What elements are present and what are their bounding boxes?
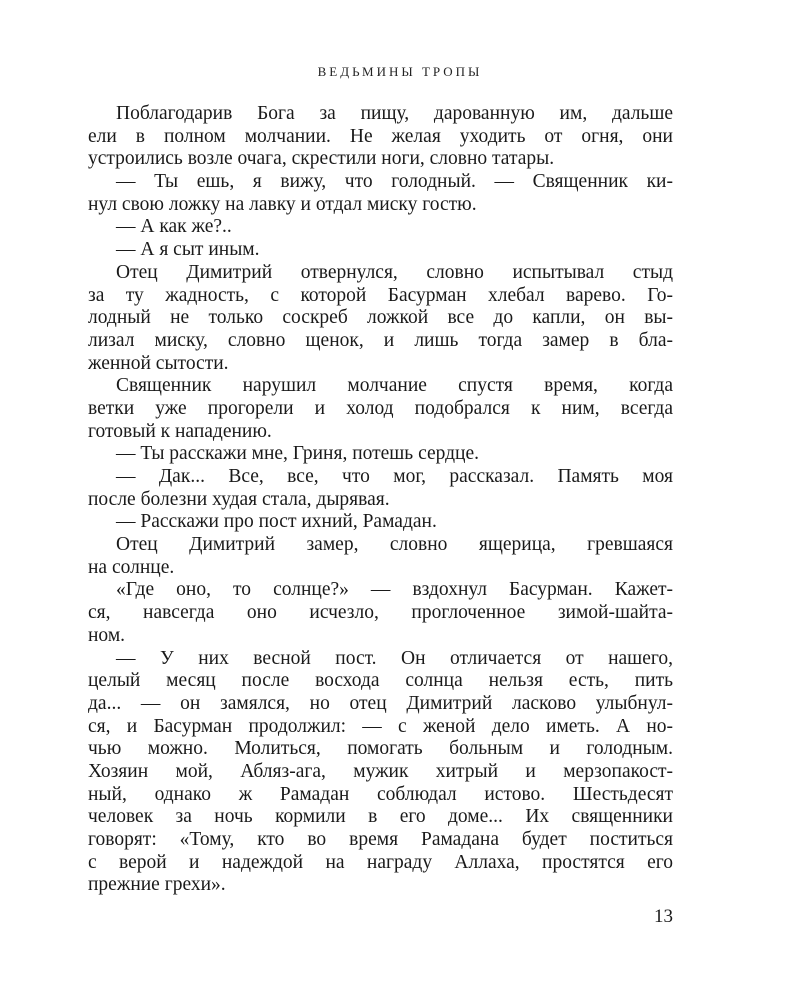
body-text — [88, 103, 673, 897]
text-line: на солнце. — [88, 556, 175, 578]
text-line: ся, навсегда оно исчезло, проглоченное зимой-шайта- — [88, 602, 673, 624]
text-line: — А как же?.. — [116, 216, 232, 238]
text-line: «Где оно, то солнце?» — вздохнул Басурман. Кажет- — [116, 579, 673, 601]
text-line: женной сытости. — [88, 352, 229, 374]
text-line: — А я сыт иным. — [116, 239, 260, 261]
text-line: с верой и надеждой на награду Аллаха, простятся его — [88, 851, 673, 873]
text-line: ный, однако ж Рамадан соблюдал истово. Шестьдесят — [88, 783, 673, 805]
text-line: ветки уже прогорели и холод подобрался к ним, всегда — [88, 397, 673, 419]
text-line: — Ты ешь, я вижу, что голодный. — Священник ки- — [116, 171, 673, 193]
text-line: лодный не только соскреб ложкой все до капли, он вы- — [88, 307, 673, 329]
text-line: после болезни худая стала, дырявая. — [88, 488, 390, 510]
text-line: — Дак... Все, все, что мог, рассказал. Память моя — [116, 466, 673, 487]
text-line: за ту жадность, с которой Басурман хлебал варево. Го- — [88, 284, 673, 306]
text-line: Священник нарушил молчание спустя время, когда — [116, 375, 673, 397]
running-head-title: ВЕДЬМИНЫ ТРОПЫ — [317, 64, 483, 79]
text-line: устроились возле очага, скрестили ноги, словно татары. — [88, 148, 555, 170]
text-line: ся, и Басурман продолжил: — с женой дело иметь. А но- — [88, 715, 673, 737]
text-line: нул свою ложку на лавку и отдал миску гостю. — [88, 193, 477, 215]
text-line: — Расскажи про пост ихний, Рамадан. — [116, 511, 437, 533]
text-line: да... — он замялся, но отец Димитрий ласково улыбнул- — [88, 692, 673, 714]
text-line: готовый к нападению. — [88, 420, 272, 442]
text-line: Хозяин мой, Абляз-ага, мужик хитрый и мерзопакост- — [88, 760, 673, 782]
text-line: человек за ночь кормили в его доме... Их священники — [88, 806, 673, 828]
text-line: — У них весной пост. Он отличается от нашего, — [116, 647, 673, 669]
page-number: 13 — [654, 906, 673, 927]
text-line: целый месяц после восхода солнца нельзя есть, пить — [88, 670, 673, 692]
text-line: ели в полном молчании. Не желая уходить от огня, они — [88, 125, 673, 147]
text-line: лизал миску, словно щенок, и лишь тогда замер в бла- — [88, 329, 673, 351]
text-line: Отец Димитрий отвернулся, словно испытывал стыд — [116, 261, 673, 283]
text-line: — Ты расскажи мне, Гриня, потешь сердце. — [116, 443, 480, 465]
text-line: Отец Димитрий замер, словно ящерица, гревшаяся — [116, 534, 673, 556]
text-line: прежние грехи». — [88, 874, 226, 896]
text-line: ном. — [88, 624, 126, 646]
text-line: Поблагодарив Бога за пищу, дарованную им, дальше — [116, 103, 673, 124]
text-line: говорят: «Тому, кто во время Рамадана будет поститься — [88, 829, 673, 850]
text-line: чью можно. Молиться, помогать больным и голодным. — [88, 738, 673, 760]
